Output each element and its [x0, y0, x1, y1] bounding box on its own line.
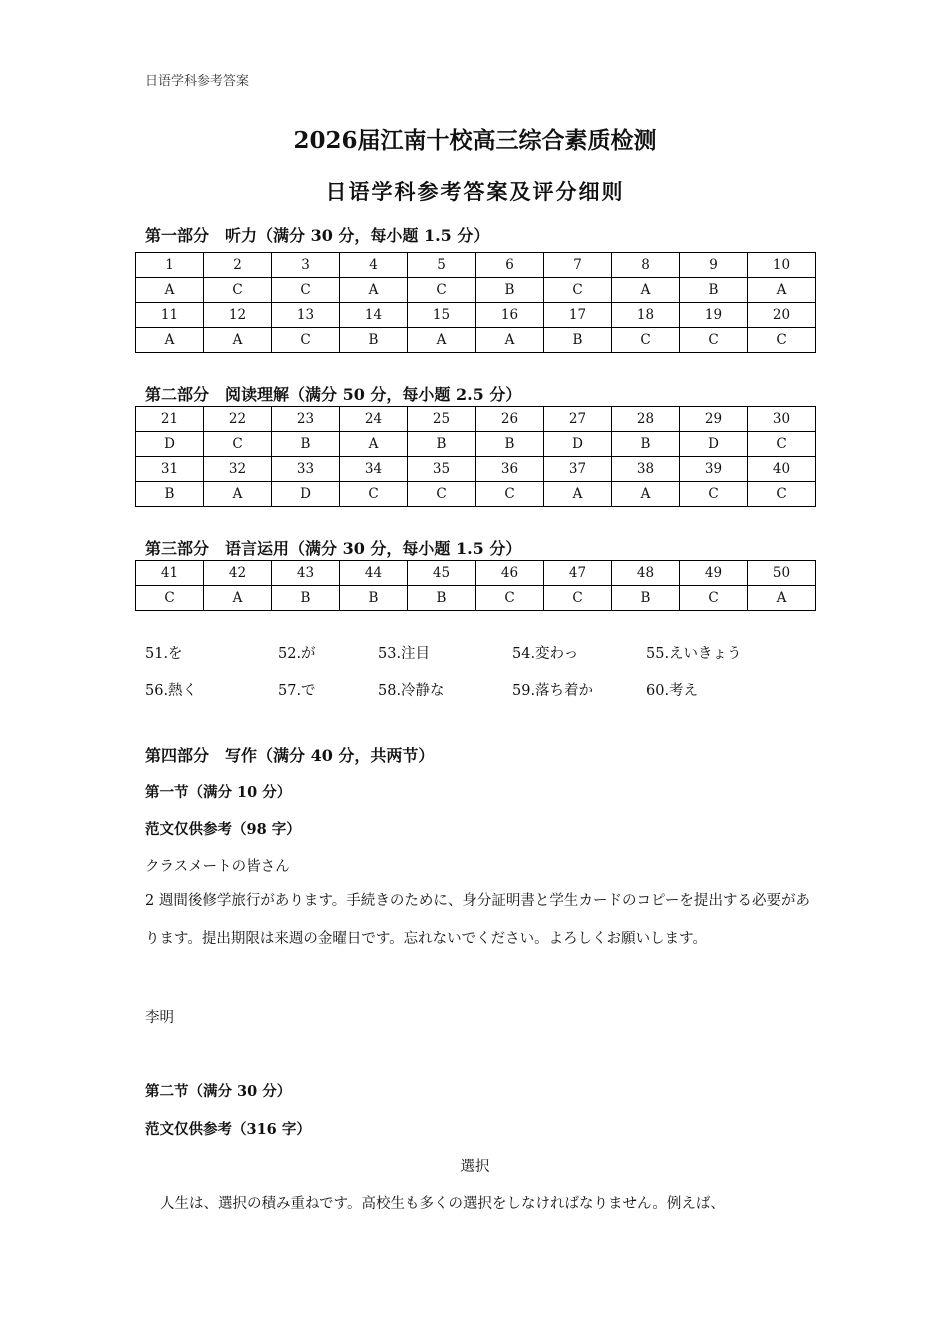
answer-cell: C [748, 482, 816, 507]
question-number-cell: 37 [544, 457, 612, 482]
fill-in-answer: 54.変わっ [512, 646, 579, 662]
answer-row [136, 482, 816, 507]
answer-cell: A [612, 482, 680, 507]
question-number-cell: 8 [612, 253, 680, 278]
fill-in-answer: 55.えいきょう [646, 646, 742, 662]
question-number-cell: 7 [544, 253, 612, 278]
fill-in-row [145, 679, 825, 716]
fill-in-answer: 58.冷静な [378, 683, 445, 699]
question-number-cell: 50 [748, 561, 816, 586]
header-note: 日语学科参考答案 [145, 74, 250, 89]
part2-answer-table [135, 406, 816, 507]
question-number-cell: 19 [680, 303, 748, 328]
answer-cell: C [748, 432, 816, 457]
answer-cell: B [544, 328, 612, 353]
question-number-cell: 18 [612, 303, 680, 328]
letter-salutation: クラスメートの皆さん [145, 859, 290, 875]
question-number-cell: 29 [680, 407, 748, 432]
question-number-row [136, 407, 816, 432]
fill-in-answer: 53.注目 [378, 646, 431, 662]
question-number-cell: 35 [408, 457, 476, 482]
question-number-cell: 13 [272, 303, 340, 328]
question-number-cell: 45 [408, 561, 476, 586]
question-number-row [136, 457, 816, 482]
answer-cell: A [136, 278, 204, 303]
question-number-cell: 12 [204, 303, 272, 328]
question-number-cell: 26 [476, 407, 544, 432]
question-number-cell: 36 [476, 457, 544, 482]
answer-cell: C [680, 482, 748, 507]
answer-cell: C [408, 278, 476, 303]
question-number-row [136, 561, 816, 586]
question-number-cell: 9 [680, 253, 748, 278]
question-number-cell: 44 [340, 561, 408, 586]
fill-in-answer: 59.落ち着か [512, 683, 594, 699]
question-number-cell: 33 [272, 457, 340, 482]
part1-answer-table [135, 252, 816, 353]
answer-cell: A [136, 328, 204, 353]
answer-cell: C [680, 586, 748, 611]
question-number-cell: 14 [340, 303, 408, 328]
part2-heading: 第二部分 阅读理解（满分 50 分，每小题 2.5 分） [145, 385, 522, 404]
answer-cell: B [272, 586, 340, 611]
answer-cell: C [204, 278, 272, 303]
question-number-cell: 39 [680, 457, 748, 482]
part3-heading: 第三部分 语言运用（满分 30 分，每小题 1.5 分） [145, 539, 522, 558]
answer-cell: B [612, 432, 680, 457]
question-number-cell: 32 [204, 457, 272, 482]
answer-row [136, 278, 816, 303]
answer-cell: B [408, 432, 476, 457]
answer-cell: B [612, 586, 680, 611]
question-number-cell: 24 [340, 407, 408, 432]
question-number-cell: 16 [476, 303, 544, 328]
fill-in-answers [145, 642, 825, 716]
answer-cell: C [612, 328, 680, 353]
part1-heading: 第一部分 听力（满分 30 分，每小题 1.5 分） [145, 226, 490, 245]
answer-cell: C [204, 432, 272, 457]
document-subtitle: 日语学科参考答案及评分细则 [325, 179, 625, 204]
answer-cell: D [136, 432, 204, 457]
question-number-cell: 49 [680, 561, 748, 586]
answer-row [136, 328, 816, 353]
answer-cell: D [680, 432, 748, 457]
question-number-cell: 20 [748, 303, 816, 328]
question-number-cell: 27 [544, 407, 612, 432]
letter-signature: 李明 [145, 1010, 174, 1026]
answer-cell: C [544, 586, 612, 611]
essay-title: 選択 [460, 1159, 490, 1175]
question-number-cell: 25 [408, 407, 476, 432]
question-number-row [136, 303, 816, 328]
answer-row [136, 586, 816, 611]
answer-cell: C [748, 328, 816, 353]
part4-heading: 第四部分 写作（满分 40 分，共两节） [145, 746, 435, 765]
answer-cell: A [748, 586, 816, 611]
question-number-cell: 48 [612, 561, 680, 586]
answer-cell: C [476, 482, 544, 507]
question-number-cell: 31 [136, 457, 204, 482]
answer-cell: B [680, 278, 748, 303]
question-number-cell: 34 [340, 457, 408, 482]
question-number-cell: 17 [544, 303, 612, 328]
question-number-cell: 41 [136, 561, 204, 586]
answer-cell: C [272, 328, 340, 353]
answer-cell: A [408, 328, 476, 353]
question-number-cell: 5 [408, 253, 476, 278]
fill-in-answer: 56.熱く [145, 683, 198, 699]
answer-cell: C [680, 328, 748, 353]
question-number-cell: 30 [748, 407, 816, 432]
question-number-cell: 38 [612, 457, 680, 482]
question-number-cell: 46 [476, 561, 544, 586]
question-number-cell: 11 [136, 303, 204, 328]
section1-reference-note: 范文仅供参考（98 字） [145, 821, 301, 838]
answer-cell: C [340, 482, 408, 507]
answer-cell: A [612, 278, 680, 303]
answer-cell: B [476, 278, 544, 303]
question-number-cell: 47 [544, 561, 612, 586]
fill-in-answer: 51.を [145, 646, 183, 662]
section2-reference-note: 范文仅供参考（316 字） [145, 1121, 311, 1138]
answer-cell: D [272, 482, 340, 507]
question-number-cell: 22 [204, 407, 272, 432]
question-number-cell: 15 [408, 303, 476, 328]
question-number-cell: 43 [272, 561, 340, 586]
answer-row [136, 432, 816, 457]
answer-cell: C [476, 586, 544, 611]
question-number-cell: 3 [272, 253, 340, 278]
question-number-row [136, 253, 816, 278]
question-number-cell: 4 [340, 253, 408, 278]
question-number-cell: 2 [204, 253, 272, 278]
answer-cell: C [272, 278, 340, 303]
answer-cell: B [408, 586, 476, 611]
part3-answer-table [135, 560, 816, 611]
answer-cell: B [476, 432, 544, 457]
fill-in-answer: 60.考え [646, 683, 699, 699]
answer-cell: A [340, 432, 408, 457]
answer-cell: B [136, 482, 204, 507]
question-number-cell: 1 [136, 253, 204, 278]
answer-cell: A [204, 586, 272, 611]
essay-first-line: 人生は、選択の積み重ねです。高校生も多くの選択をしなければなりません。例えば、 [160, 1196, 725, 1212]
answer-cell: A [204, 482, 272, 507]
answer-cell: A [748, 278, 816, 303]
answer-cell: B [340, 328, 408, 353]
section1-heading: 第一节（满分 10 分） [145, 784, 292, 801]
letter-body: 2 週間後修学旅行があります。手続きのために、身分証明書と学生カードのコピーを提出する必要があります。提出期限は来週の金曜日です。忘れないでください。よろしくお願いします。 [145, 893, 810, 947]
answer-cell: D [544, 432, 612, 457]
fill-in-answer: 52.が [278, 646, 316, 662]
answer-cell: A [340, 278, 408, 303]
question-number-cell: 23 [272, 407, 340, 432]
answer-cell: A [476, 328, 544, 353]
fill-in-row [145, 642, 825, 679]
answer-cell: C [544, 278, 612, 303]
question-number-cell: 21 [136, 407, 204, 432]
answer-cell: A [544, 482, 612, 507]
answer-cell: B [272, 432, 340, 457]
answer-cell: C [408, 482, 476, 507]
question-number-cell: 42 [204, 561, 272, 586]
answer-cell: A [204, 328, 272, 353]
answer-cell: C [136, 586, 204, 611]
fill-in-answer: 57.で [278, 683, 316, 699]
question-number-cell: 10 [748, 253, 816, 278]
question-number-cell: 40 [748, 457, 816, 482]
answer-cell: B [340, 586, 408, 611]
document-title: 2026届江南十校高三综合素质检测 [293, 127, 657, 154]
section2-heading: 第二节（满分 30 分） [145, 1083, 292, 1100]
question-number-cell: 6 [476, 253, 544, 278]
question-number-cell: 28 [612, 407, 680, 432]
